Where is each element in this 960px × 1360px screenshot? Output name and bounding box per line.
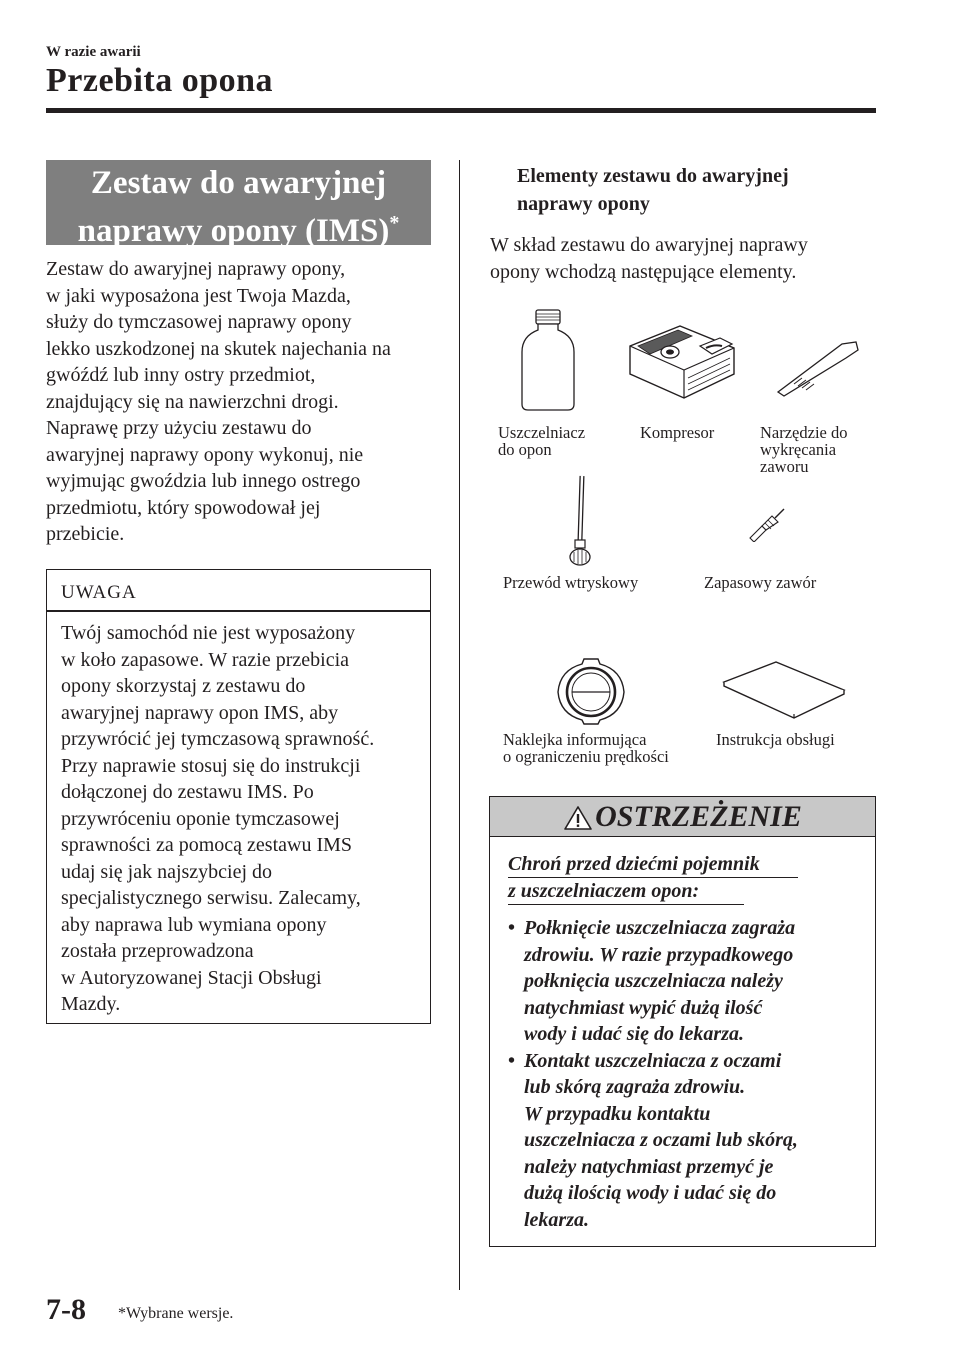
footnote-mark: *: [389, 212, 400, 234]
warning-box: [489, 796, 876, 1247]
notice-text: Twój samochód nie jest wyposażony w koło zapasowe. W razie przebicia opony skorzystaj z zestawu do awaryjnej naprawy opon IMS, aby przywrócić jej tymczasową sprawność. Przy naprawie stosuj się do instrukcji dołączonej do zestawu IMS. Po przywróceniu oponie tymczasowej sprawności za pomocą zestawu IMS udaj się jak najszybciej do specjalistycznego serwisu. Zalecamy, aby naprawa lub wymiana opony została przeprowadzona w Autoryzowanej Stacji Obsługi Mazdy.: [61, 622, 375, 1015]
ims-heading-box: [46, 160, 431, 249]
caption-speed-sticker: Naklejka informująca o ograniczeniu prędkości: [503, 730, 669, 766]
header-divider: [46, 108, 876, 113]
caption-manual: Instrukcja obsługi: [716, 730, 835, 749]
compressor-icon: [626, 322, 738, 402]
notice-title: UWAGA: [61, 582, 137, 603]
column-divider: [459, 160, 460, 1290]
warning-title: OSTRZEŻENIE: [595, 800, 802, 833]
warning-bullet-1: • Połknięcie uszczelniacza zagraża zdrowiu. W razie przypadkowego połknięcia uszczelniacza należy natychmiast wypić dużą ilość wody i udać się do lekarza.: [508, 917, 796, 1045]
footnote: *Wybrane wersje.: [118, 1305, 234, 1322]
injection-hose-icon: [566, 474, 596, 568]
owners-manual-icon: [720, 660, 848, 722]
caption-valve-tool: Narzędzie do wykręcania zaworu: [760, 423, 848, 476]
notice-box: [46, 569, 431, 1024]
intro-paragraph: Zestaw do awaryjnej naprawy opony, w jaki wyposażona jest Twoja Mazda, służy do tymczasowej naprawy opony lekko uszkodzonej na skutek najechania na gwóźdź lub inny ostry przedmiot, znajdujący się na nawierzchni drogi. Naprawę przy użyciu zestawu do awaryjnej naprawy opony wykonuj, nie wyjmując gwoździa lub innego ostrego przedmiotu, który spowodował jej przebicie.: [46, 258, 391, 545]
section-label: W razie awarii: [46, 44, 141, 60]
ims-heading-line1: Zestaw do awaryjnej: [90, 165, 387, 201]
caption-sealant: Uszczelniacz do opon: [498, 423, 586, 459]
speed-sticker-icon: [552, 656, 630, 726]
kit-contents-intro: W skład zestawu do awaryjnej naprawy opony wchodzą następujące elementy.: [490, 234, 808, 283]
warning-triangle-icon: [563, 805, 593, 831]
caption-hose: Przewód wtryskowy: [503, 573, 639, 592]
spare-valve-icon: [746, 506, 788, 542]
kit-contents-heading: Elementy zestawu do awaryjnej naprawy opony: [517, 165, 789, 215]
sealant-bottle-icon: [518, 308, 578, 412]
notice-divider: [47, 610, 430, 612]
warning-header: [490, 797, 875, 837]
valve-tool-icon: [772, 336, 862, 398]
page-number: 7-8: [46, 1293, 86, 1326]
ims-heading-line2: naprawy opony (IMS)*: [77, 212, 400, 249]
warning-bullet-2: • Kontakt uszczelniacza z oczami lub skórą zagraża zdrowiu. W przypadku kontaktu uszczelniacza z oczami lub skórą, należy natychmiast przemyć je dużą ilością wody i udać się do lekarza.: [508, 1049, 798, 1231]
page-title: Przebita opona: [46, 62, 274, 99]
caption-compressor: Kompresor: [640, 423, 715, 442]
warning-list: [506, 915, 866, 1233]
caption-spare-valve: Zapasowy zawór: [704, 573, 817, 592]
warning-subheading: Chroń przed dziećmi pojemnik z uszczelniaczem opon:: [508, 851, 798, 905]
